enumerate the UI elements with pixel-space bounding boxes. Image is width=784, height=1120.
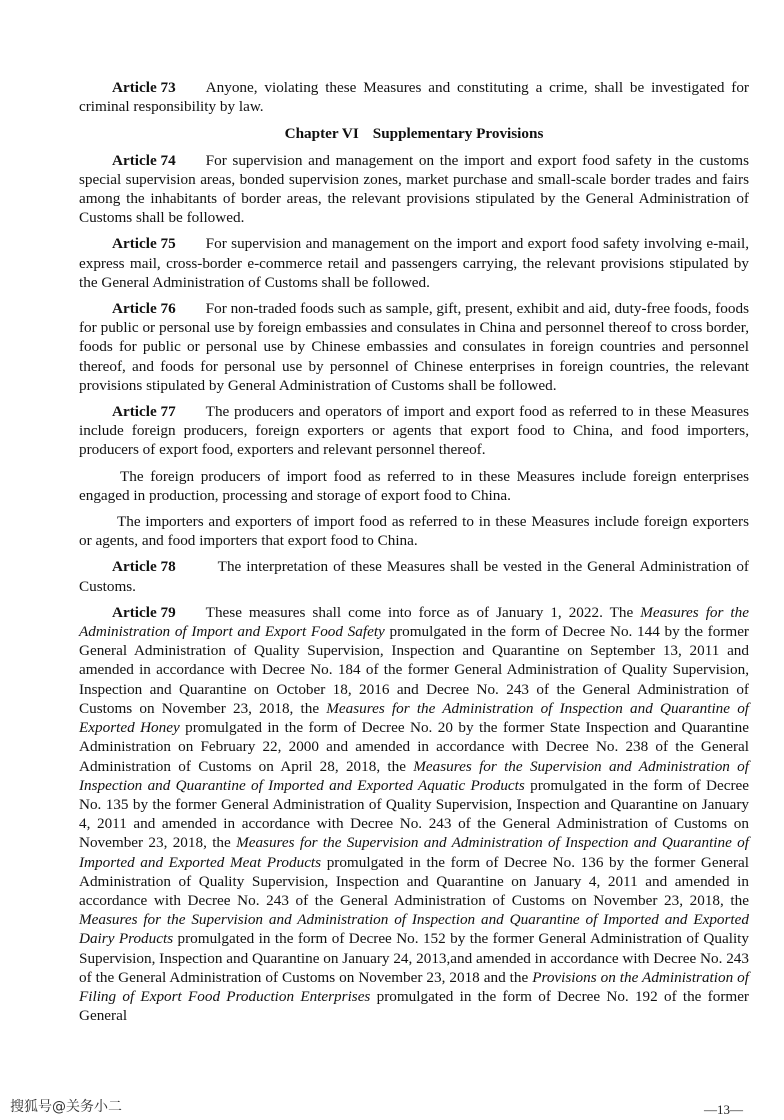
chapter-heading [79,124,749,143]
article-77 [79,402,749,460]
article-77-text: The producers and operators of import and export food as referred to in these Measures include foreign producers, foreign exporters or agents that export food to China, and food importers, producers of export food, exporters and relevant personnel thereof. [79,403,749,459]
article-78 [79,557,749,595]
article-74 [79,151,749,228]
article-76 [79,299,749,395]
article-79-text-1: These measures shall come into force as of January 1, 2022. The [205,603,641,621]
article-75-label: Article 75 [112,235,176,253]
document-page [79,78,749,1032]
article-79-title-filing: Provisions on the Administration of Filing of Export Food Production Enterprises [79,968,749,1005]
article-79-title-food-safety: Measures for the Administration of Import and Export Food Safety [79,603,749,641]
article-75-text: For supervision and management on the import and export food safety involving e-mail, express mail, cross-border e-commerce retail and passengers carrying, the relevant provisions stipulated by the General Administration of Customs shall be followed. [79,235,749,291]
article-79-text-3: promulgated in the form of Decree No. 20 by the former State Inspection and Quarantine Administration on February 22, 2000 and amended in accordance with Decree No. 238 of the General Administration of Customs on April 28, 2018, the [79,719,749,775]
article-79-title-honey: Measures for the Administration of Inspection and Quarantine of Exported Honey [79,699,750,737]
article-79-text-7: promulgated in the form of Decree No. 192 of the former General [79,987,749,1025]
article-73-label: Article 73 [112,79,176,96]
article-75 [79,234,749,292]
article-79-text-4: promulgated in the form of Decree No. 135 by the former General Administration of Quality Supervision, Inspection and Quarantine on January 4, 2011 and amended in accordance with Decree No. 243 of the General Administration of Customs on November 23, 2018, the [79,776,749,852]
article-79-title-dairy: Measures for the Supervision and Administration of Inspection and Quarantine of Imported and Exported Dairy Products [79,911,749,948]
article-76-label: Article 76 [112,300,176,318]
article-79-title-meat: Measures for the Supervision and Administration of Inspection and Quarantine of Imported and Exported Meat Products [79,834,749,871]
article-79-text-5: promulgated in the form of Decree No. 136 by the former General Administration of Quality Supervision, Inspection and Quarantine on January 4, 2011 and amended in accordance with Decree No. 243 of the General Administration of Customs on November 23, 2018, the [79,853,749,909]
article-77-paragraph-3: The importers and exporters of import food as referred to in these Measures include foreign exporters or agents, and food importers that export food to China. [79,513,749,550]
chapter-number: Chapter VI [284,125,359,143]
article-79-text-6: promulgated in the form of Decree No. 152 by the former General Administration of Quality Supervision, Inspection and Quarantine on January 24, 2013,and amended in accordance with Decree No. 243 of the General Administration of Customs on November 23, 2018 and the [79,930,749,986]
chapter-title: Supplementary Provisions [372,125,544,143]
article-73-text: Anyone, violating these Measures and constituting a crime, shall be investigated for criminal responsibility by law. [79,79,749,116]
page-number: —13— [704,1102,743,1117]
article-79-text-2: promulgated in the form of Decree No. 144 by the former General Administration of Quality Supervision, Inspection and Quarantine on September 13, 2011 and amended in accordance with Decree No. 184 of the former General Administration of Quality Supervision, Inspection and Quarantine on October 18, 2016 and Decree No. 243 of the General Administration of Customs on November 23, 2018, the [79,623,749,717]
article-79-title-aquatic: Measures for the Supervision and Administration of Inspection and Quarantine of Imported and Exported Aquatic Products [79,757,749,794]
article-77-label: Article 77 [112,403,176,421]
article-74-text: For supervision and management on the import and export food safety in the customs special supervision areas, bonded supervision zones, market purchase and small-scale border trades and fairs among the inhabitants of border areas, the relevant provisions stipulated by the General Administration of Customs shall be followed. [79,151,749,227]
article-77-paragraph-2: The foreign producers of import food as referred to in these Measures include foreign enterprises engaged in production, processing and storage of export food to China. [79,467,749,504]
article-76-text: For non-traded foods such as sample, gift, present, exhibit and aid, duty-free foods, foods for public or personal use by foreign embassies and consulates in China and personnel thereof to cross border, foods for public or personal use by Chinese embassies and consulates in foreign countries and personnel thereof, and foods for personal use by personnel of Chinese enterprises in foreign countries, the relevant provisions stipulated by General Administration of Customs shall be followed. [79,300,749,394]
article-73 [79,78,749,116]
source-watermark: 搜狐号@关务小二 [10,1099,122,1115]
article-74-label: Article 74 [112,151,176,169]
article-78-text: The interpretation of these Measures shall be vested in the General Administration of Customs. [79,558,749,595]
article-79-label: Article 79 [112,603,176,621]
article-79 [79,603,749,1025]
article-78-label: Article 78 [112,558,176,576]
